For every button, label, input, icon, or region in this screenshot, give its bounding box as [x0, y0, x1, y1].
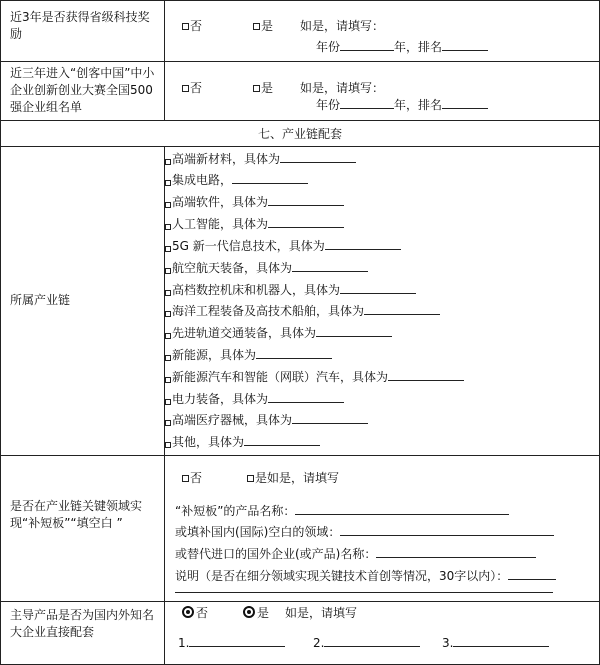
- entry-number: 3.: [442, 636, 454, 650]
- supply-row-label: 主导产品是否为国内外知名大企业直接配套: [10, 608, 155, 639]
- shortboard-product-line: [175, 502, 509, 519]
- item-label: 人工智能，具体为: [172, 217, 269, 231]
- column-divider: [164, 0, 165, 121]
- shortboard-yes-option[interactable]: [247, 470, 339, 486]
- option-label: 否: [196, 606, 209, 620]
- checkbox-icon[interactable]: [182, 85, 189, 92]
- award-fill-prompt: 如是，请填写：: [300, 19, 385, 33]
- option-label: 是: [261, 81, 274, 95]
- option-label: 是如是，请填写: [255, 471, 340, 485]
- industry-item[interactable]: [172, 433, 320, 450]
- note-continuation-line[interactable]: [175, 592, 553, 593]
- supply-yes-option[interactable]: [243, 605, 269, 621]
- item-label: 集成电路，: [172, 173, 233, 187]
- item-label: 海洋工程装备及高技术船舶，具体为: [172, 304, 365, 318]
- award-no-option[interactable]: [182, 18, 202, 34]
- section-title: 七、产业链配套: [257, 127, 342, 141]
- industry-item[interactable]: [172, 346, 332, 363]
- industry-item[interactable]: [172, 302, 440, 319]
- item-input[interactable]: [364, 302, 440, 315]
- supply-entry-2: [313, 634, 420, 651]
- contest-year-line: [316, 96, 488, 113]
- blank-field-input[interactable]: [340, 523, 554, 536]
- contest-row-label: 近三年进入“创客中国”中小企业创新创业大赛全国500强企业组名单: [10, 66, 155, 114]
- industry-item[interactable]: [172, 390, 344, 407]
- item-label: 高端医疗器械，具体为: [172, 413, 293, 427]
- industry-item[interactable]: [172, 259, 368, 276]
- note-prompt: 说明（是否在细分领域实现关键技术首创等情况，30字以内）：: [175, 569, 509, 583]
- industry-item[interactable]: [172, 193, 344, 210]
- industry-checkbox[interactable]: [165, 224, 171, 230]
- year-label: 年份: [316, 98, 341, 112]
- industry-item[interactable]: [172, 171, 308, 188]
- blank-prompt: 或填补国内(国际)空白的领域：: [175, 525, 341, 539]
- shortboard-row-label: 是否在产业链关键领域实现“补短板”“填空白 ”: [10, 499, 143, 530]
- industry-checkbox[interactable]: [165, 355, 171, 361]
- option-label: 是: [257, 606, 270, 620]
- row-divider: [0, 120, 600, 121]
- item-input[interactable]: [280, 150, 356, 163]
- award-year-input[interactable]: [340, 38, 394, 51]
- item-input[interactable]: [292, 411, 368, 424]
- item-input[interactable]: [316, 324, 392, 337]
- item-label: 高端软件，具体为: [172, 195, 269, 209]
- industry-checkbox[interactable]: [165, 377, 171, 383]
- row-divider: [0, 146, 600, 147]
- industry-row-label: 所属产业链: [10, 293, 71, 307]
- industry-checkbox[interactable]: [165, 442, 171, 448]
- replace-prompt: 或替代进口的国外企业(或产品)名称：: [175, 547, 377, 561]
- industry-checkbox[interactable]: [165, 333, 171, 339]
- award-year-line: [316, 38, 488, 55]
- option-label: 否: [190, 471, 203, 485]
- contest-no-option[interactable]: [182, 80, 202, 96]
- shortboard-blank-line: [175, 523, 554, 540]
- item-input[interactable]: [340, 281, 416, 294]
- product-prompt: “补短板”的产品名称：: [175, 504, 296, 518]
- item-label: 高端新材料，具体为: [172, 152, 281, 166]
- industry-checkbox[interactable]: [165, 399, 171, 405]
- award-row-label: 近3年是否获得省级科技奖励: [10, 10, 150, 41]
- contest-rank-input[interactable]: [442, 96, 488, 109]
- checkbox-icon[interactable]: [247, 475, 254, 482]
- radio-icon[interactable]: [182, 606, 194, 618]
- item-input[interactable]: [268, 215, 344, 228]
- option-label: 是: [261, 19, 274, 33]
- industry-item[interactable]: [172, 215, 344, 232]
- shortboard-replace-line: [175, 545, 536, 562]
- item-input[interactable]: [292, 259, 368, 272]
- shortboard-no-option[interactable]: [182, 470, 202, 486]
- entry-number: 2.: [313, 636, 325, 650]
- industry-item[interactable]: [172, 237, 401, 254]
- industry-item[interactable]: [172, 368, 464, 385]
- contest-year-input[interactable]: [340, 96, 394, 109]
- checkbox-icon[interactable]: [182, 23, 189, 30]
- industry-checkbox[interactable]: [165, 290, 171, 296]
- award-rank-input[interactable]: [442, 38, 488, 51]
- item-label: 电力装备，具体为: [172, 392, 269, 406]
- industry-item[interactable]: [172, 411, 368, 428]
- row-divider: [0, 61, 600, 62]
- contest-fill-prompt: 如是，请填写：: [300, 81, 385, 95]
- supply-entry-1: [178, 634, 285, 651]
- industry-checkbox[interactable]: [165, 311, 171, 317]
- industry-item[interactable]: [172, 281, 416, 298]
- item-label: 航空航天装备，具体为: [172, 261, 293, 275]
- radio-icon[interactable]: [243, 606, 255, 618]
- rank-label: 年，排名: [394, 98, 443, 112]
- supply-input-2[interactable]: [324, 634, 420, 647]
- shortboard-note-line: [175, 567, 556, 584]
- item-label: 先进轨道交通装备，具体为: [172, 326, 317, 340]
- industry-item[interactable]: [172, 324, 392, 341]
- option-label: 否: [190, 19, 203, 33]
- product-name-input[interactable]: [295, 502, 509, 515]
- item-label: 5G 新一代信息技术，具体为: [172, 239, 325, 253]
- item-label: 新能源汽车和智能（网联）汽车，具体为: [172, 370, 389, 384]
- item-input[interactable]: [325, 237, 401, 250]
- table-top-border: [0, 0, 600, 1]
- item-label: 新能源，具体为: [172, 348, 257, 362]
- award-yes-option[interactable]: [253, 18, 273, 34]
- item-input[interactable]: [268, 390, 344, 403]
- row-divider: [0, 455, 600, 456]
- checkbox-icon[interactable]: [182, 475, 189, 482]
- industry-checkbox[interactable]: [165, 246, 171, 252]
- supply-no-option[interactable]: [182, 605, 208, 621]
- table-left-border: [0, 0, 1, 665]
- supply-entry-3: [442, 634, 549, 651]
- supply-input-1[interactable]: [189, 634, 285, 647]
- item-input[interactable]: [232, 171, 308, 184]
- item-input[interactable]: [244, 433, 320, 446]
- item-input[interactable]: [256, 346, 332, 359]
- industry-checkbox[interactable]: [165, 202, 171, 208]
- entry-number: 1.: [178, 636, 190, 650]
- checkbox-icon[interactable]: [253, 23, 260, 30]
- option-label: 否: [190, 81, 203, 95]
- supply-fill-prompt: 如是，请填写: [285, 606, 358, 620]
- contest-yes-option[interactable]: [253, 80, 273, 96]
- industry-checkbox[interactable]: [165, 420, 171, 426]
- item-label: 其他，具体为: [172, 435, 245, 449]
- industry-checkbox[interactable]: [165, 180, 171, 186]
- note-input[interactable]: [508, 567, 556, 580]
- row-divider: [0, 601, 600, 602]
- industry-item[interactable]: [172, 150, 356, 167]
- year-label: 年份: [316, 40, 341, 54]
- item-input[interactable]: [388, 368, 464, 381]
- industry-checkbox[interactable]: [165, 268, 171, 274]
- supply-input-3[interactable]: [453, 634, 549, 647]
- item-input[interactable]: [268, 193, 344, 206]
- replace-name-input[interactable]: [376, 545, 536, 558]
- industry-checkbox[interactable]: [165, 159, 171, 165]
- checkbox-icon[interactable]: [253, 85, 260, 92]
- item-label: 高档数控机床和机器人，具体为: [172, 283, 341, 297]
- rank-label: 年，排名: [394, 40, 443, 54]
